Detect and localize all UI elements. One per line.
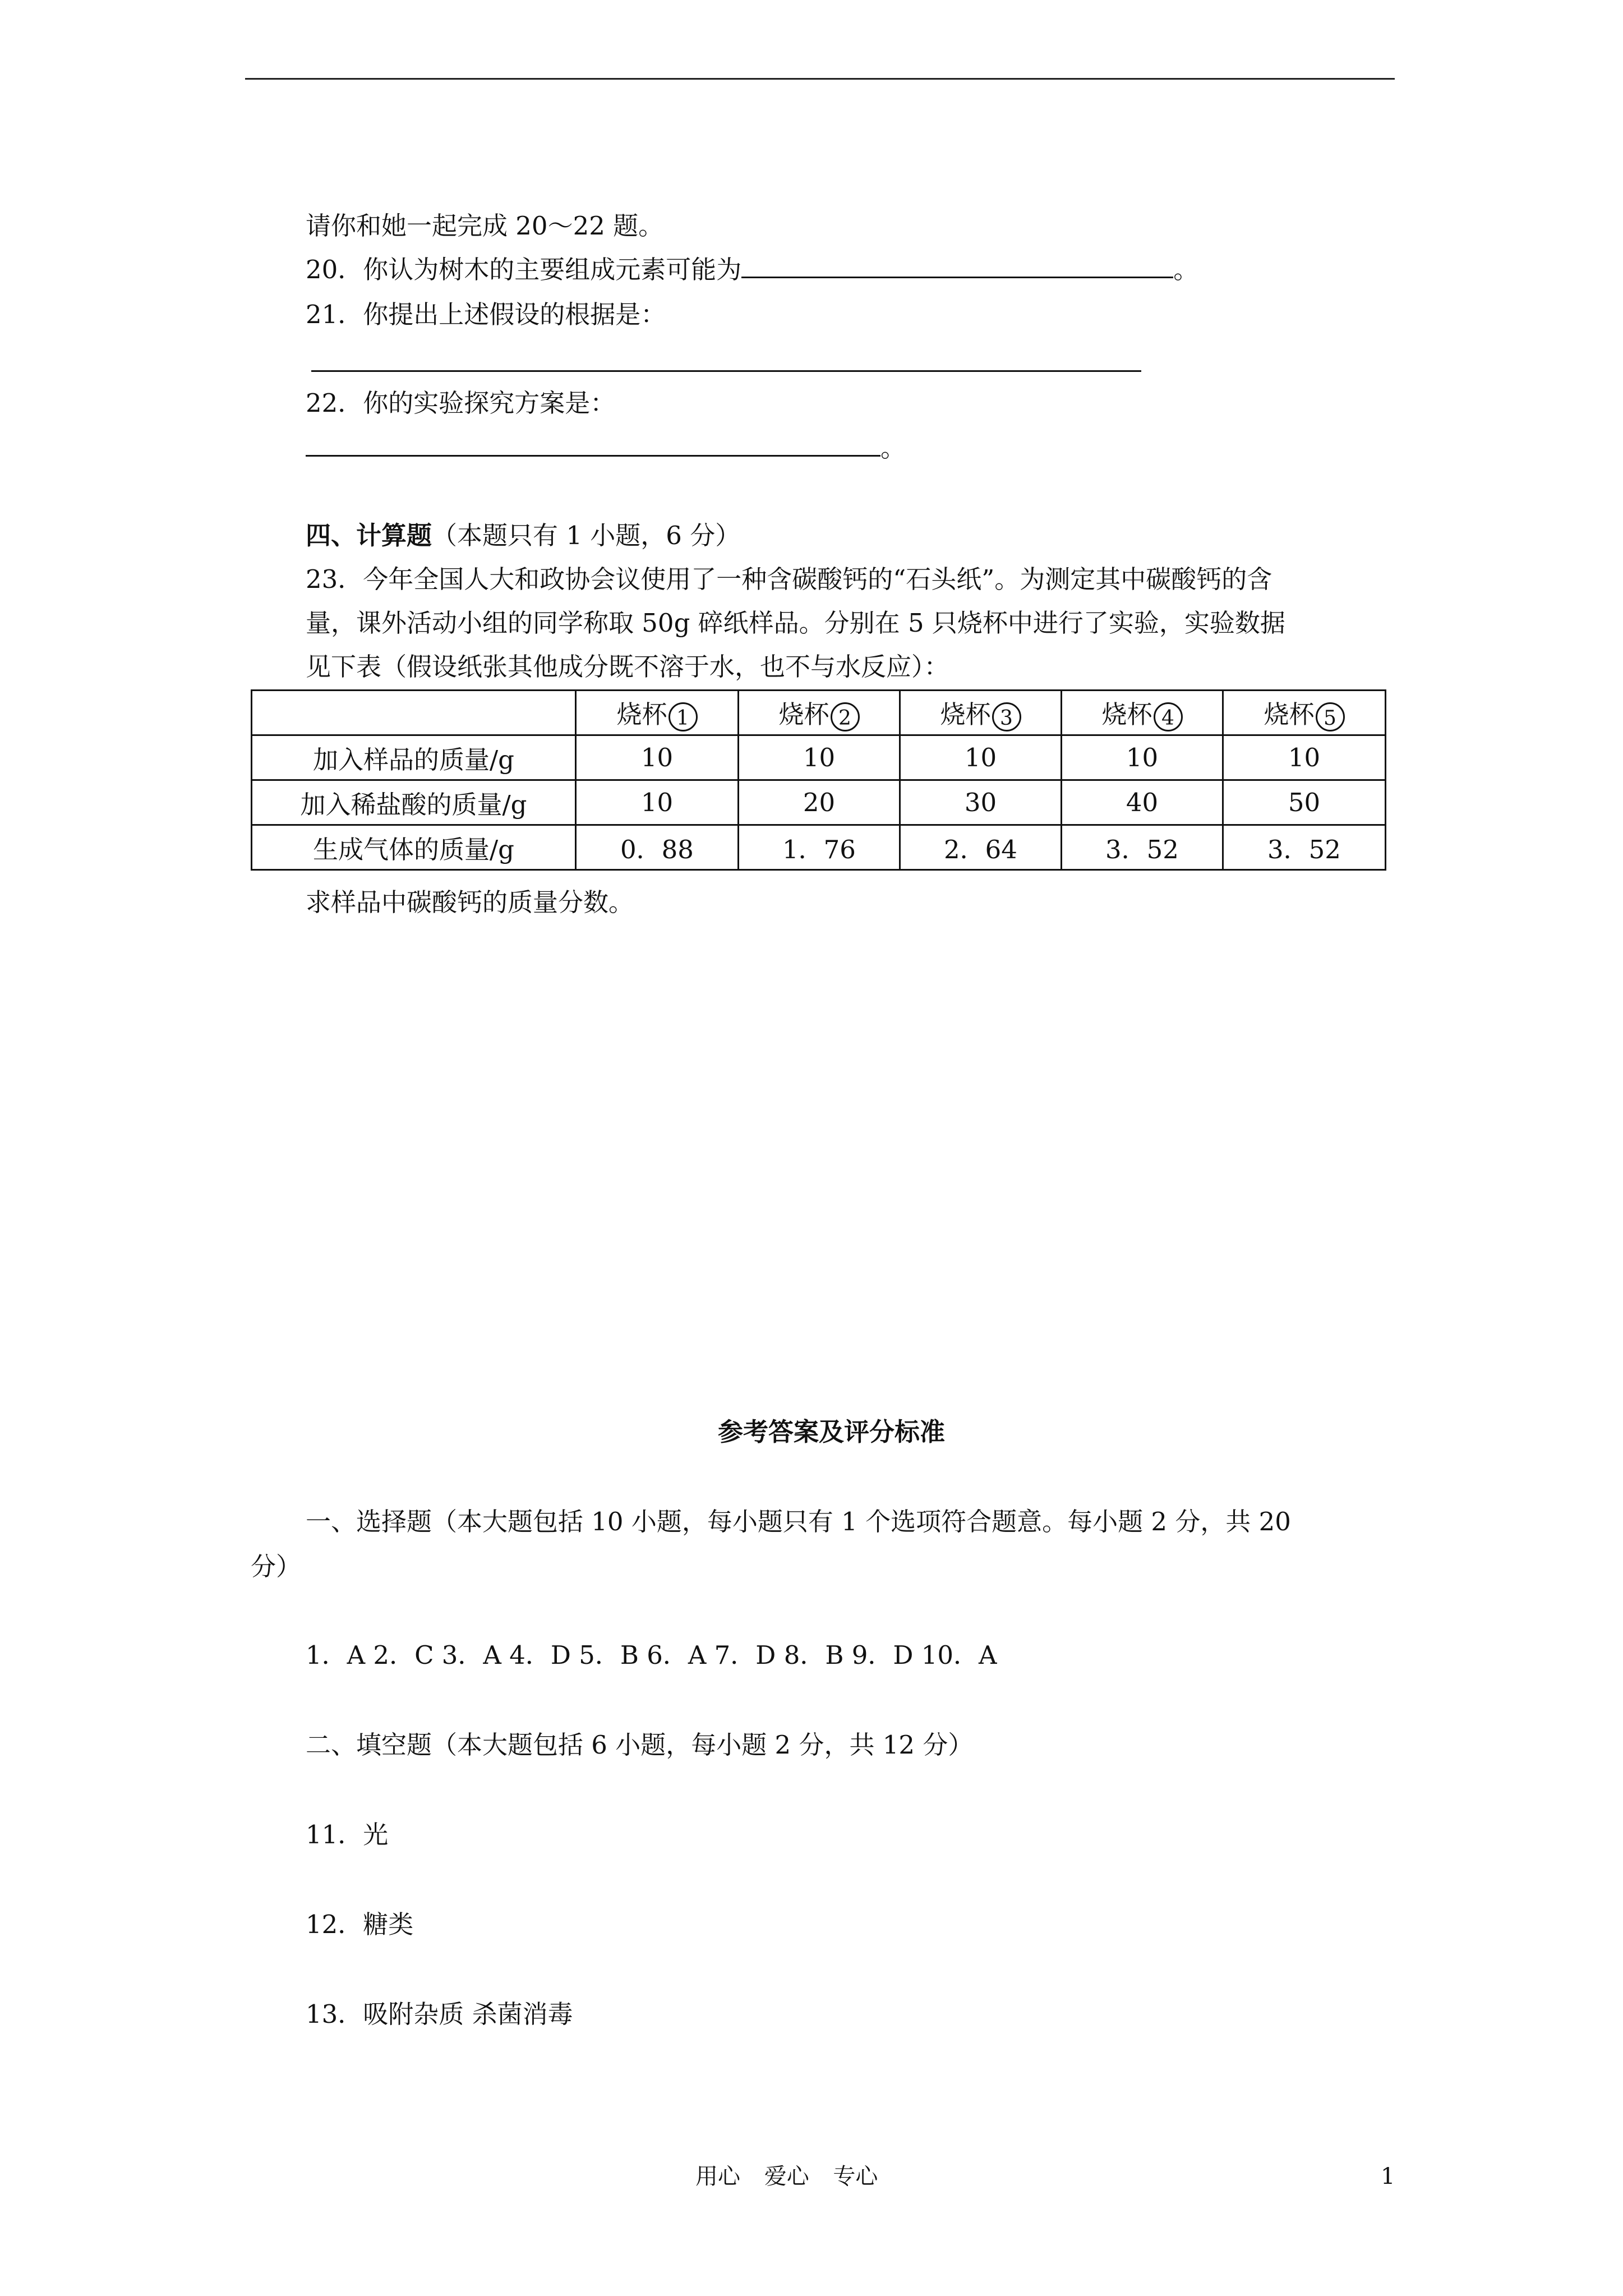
row-label: 生成气体的质量/g (252, 825, 576, 870)
question-22: 22．你的实验探究方案是： (306, 388, 616, 418)
question-23-ask: 求样品中碳酸钙的质量分数。 (306, 887, 634, 917)
table-cell: 40 (1062, 780, 1223, 825)
section-4-title: 四、计算题 (306, 521, 432, 550)
table-cell: 50 (1223, 780, 1386, 825)
table-cell: 10 (900, 735, 1062, 780)
beaker-header-5 (1223, 691, 1386, 735)
question-20-answer-blank[interactable] (741, 276, 1173, 278)
table-row (252, 825, 1386, 870)
question-23-line-2: 量，课外活动小组的同学称取 50g 碎纸样品。分别在 5 只烧杯中进行了实验，实验数据 (306, 608, 1285, 638)
question-21: 21．你提出上述假设的根据是： (306, 300, 666, 329)
beaker-label: 烧杯 (1264, 700, 1315, 730)
table-cell: 10 (1223, 735, 1386, 780)
section-4-note: （本题只有 1 小题，6 分） (432, 521, 741, 550)
table-cell: 10 (1062, 735, 1223, 780)
circled-number: 3 (992, 702, 1021, 731)
answers-part-1-list: 1．A 2．C 3．A 4．D 5．B 6．A 7．D 8．B 9．D 10．A (306, 1640, 997, 1670)
beaker-label: 烧杯 (1101, 700, 1152, 730)
table-cell: 10 (576, 735, 739, 780)
answers-part-1-line-2: 分） (251, 1552, 302, 1581)
table-cell: 0．88 (576, 825, 739, 870)
circled-number: 1 (668, 702, 698, 731)
row-label: 加入样品的质量/g (252, 735, 576, 780)
question-20-text: 20．你认为树木的主要组成元素可能为 (306, 255, 742, 284)
table-row (252, 735, 1386, 780)
answers-part-2: 二、填空题（本大题包括 6 小题，每小题 2 分，共 12 分） (306, 1730, 974, 1760)
circled-number: 2 (831, 702, 860, 731)
table-cell: 3．52 (1223, 825, 1386, 870)
beaker-label: 烧杯 (616, 700, 667, 730)
question-22-end: 。 (880, 433, 906, 463)
question-22-answer-blank[interactable] (306, 454, 880, 457)
beaker-header-3 (900, 691, 1062, 735)
table-cell: 30 (900, 780, 1062, 825)
section-4-heading (306, 523, 740, 548)
question-20 (306, 257, 1198, 282)
page-number: 1 (1381, 2164, 1395, 2189)
beaker-header-4 (1062, 691, 1223, 735)
table-cell: 10 (739, 735, 900, 780)
question-21-answer-blank[interactable] (311, 370, 1141, 372)
intro-text: 请你和她一起完成 20～22 题。 (306, 211, 664, 241)
question-20-end: 。 (1173, 255, 1199, 284)
header-rule (245, 78, 1395, 80)
answer-11: 11．光 (306, 1820, 389, 1849)
circled-number: 4 (1154, 702, 1183, 731)
question-22-answer-line (306, 435, 906, 461)
question-23-line-3: 见下表（假设纸张其他成分既不溶于水，也不与水反应）： (306, 652, 949, 682)
beaker-label: 烧杯 (940, 700, 991, 730)
table-row (252, 780, 1386, 825)
beaker-header-2 (739, 691, 900, 735)
answers-title: 参考答案及评分标准 (718, 1417, 946, 1447)
table-cell: 20 (739, 780, 900, 825)
beaker-label: 烧杯 (778, 700, 829, 730)
table-cell: 3．52 (1062, 825, 1223, 870)
beaker-header-1 (576, 691, 739, 735)
circled-number: 5 (1316, 702, 1345, 731)
answer-12: 12．糖类 (306, 1910, 414, 1939)
question-23-line-1: 23．今年全国人大和政协会议使用了一种含碳酸钙的“石头纸”。为测定其中碳酸钙的含 (306, 564, 1272, 594)
answer-13: 13．吸附杂质 杀菌消毒 (306, 1999, 573, 2029)
table-cell: 10 (576, 780, 739, 825)
row-label: 加入稀盐酸的质量/g (252, 780, 576, 825)
footer-slogan: 用心 爱心 专心 (695, 2164, 878, 2189)
answers-part-1-line-1: 一、选择题（本大题包括 10 小题，每小题只有 1 个选项符合题意。每小题 2 分，共 20 (306, 1507, 1291, 1536)
experiment-data-table (251, 689, 1386, 871)
table-header-row (252, 691, 1386, 735)
table-corner-cell (252, 691, 576, 735)
table-cell: 2．64 (900, 825, 1062, 870)
table-cell: 1．76 (739, 825, 900, 870)
